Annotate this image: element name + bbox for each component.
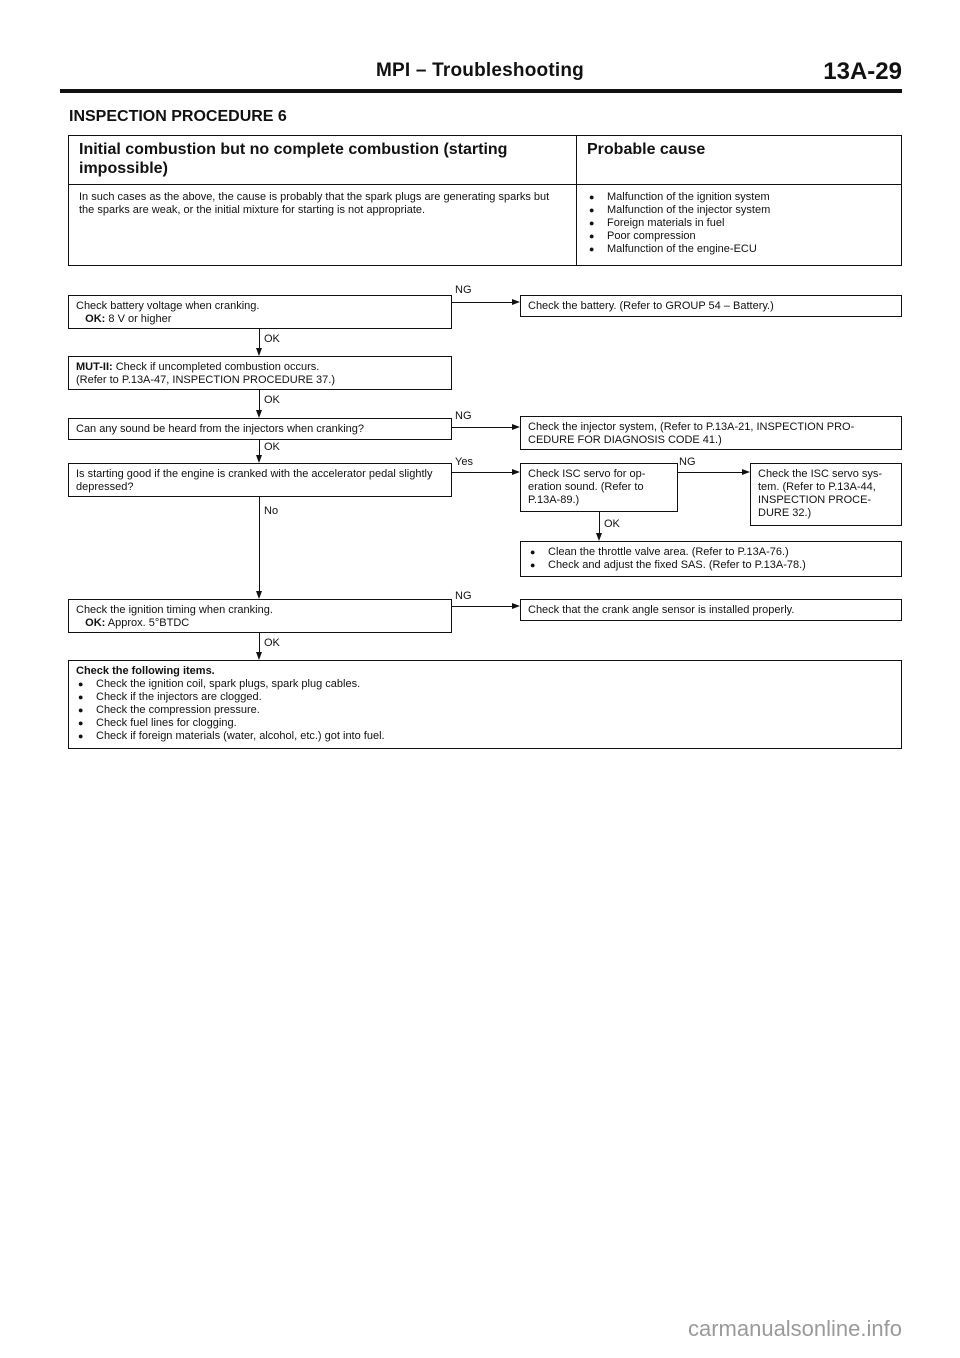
arrow-right-icon (512, 603, 520, 609)
ng-label: NG (679, 456, 696, 468)
final-check-list (76, 678, 894, 743)
arrow-down-icon (256, 410, 262, 418)
step5-box (68, 599, 452, 633)
list-item: ● Check and adjust the fixed SAS. (Refer to P.13A-78.) (528, 559, 894, 572)
arrow-down-icon (256, 652, 262, 660)
connector-line (452, 472, 512, 473)
step2-reference: (Refer to P.13A-47, INSPECTION PROCEDURE 37.) (76, 374, 335, 386)
connector-line (259, 329, 260, 348)
step5-ng-box (520, 599, 902, 621)
step1-criterion (76, 313, 444, 326)
connector-line (452, 606, 512, 607)
step4-yes-ng-box (750, 463, 902, 526)
step5-criterion (76, 617, 444, 630)
mut-key: MUT-II: (76, 361, 113, 373)
arrow-down-icon (256, 591, 262, 599)
connector-line (259, 633, 260, 652)
step1-ng-box (520, 295, 902, 317)
step4-text: Is starting good if the engine is cranked with the accelerator pedal slightly depressed? (76, 468, 433, 493)
ng-label: NG (455, 284, 472, 296)
ng-label: NG (455, 410, 472, 422)
probable-cause-heading: Probable cause (577, 136, 902, 185)
connector-line (452, 302, 512, 303)
adjustment-list (528, 546, 894, 572)
step3-ng-box (520, 416, 902, 450)
step2-box (68, 356, 452, 390)
ok-label: OK (264, 394, 280, 406)
list-item: ● Check the ignition coil, spark plugs, spark plug cables. (76, 678, 894, 691)
step1-box (68, 295, 452, 329)
symptom-description: In such cases as the above, the cause is probably that the spark plugs are generating sparks but the sparks are weak, or the initial mixture for starting is not appropriate. (69, 185, 577, 266)
step2-text (76, 361, 444, 374)
list-item: ● Foreign materials in fuel (587, 217, 891, 230)
ok-key: OK: (85, 313, 106, 325)
ok-label: OK (264, 441, 280, 453)
final-check-box (68, 660, 902, 749)
ok-label: OK (604, 518, 620, 530)
arrow-down-icon (256, 455, 262, 463)
connector-line (452, 427, 512, 428)
watermark: carmanualsonline.info (687, 1316, 902, 1341)
symptom-heading: Initial combustion but no complete combustion (starting impossible) (69, 136, 577, 185)
list-item: ● Poor compression (587, 230, 891, 243)
no-label: No (264, 505, 279, 517)
list-item: ● Malfunction of the injector system (587, 204, 891, 217)
arrow-right-icon (512, 469, 520, 475)
ok-value: Approx. 5°BTDC (107, 617, 190, 629)
connector-line (599, 512, 600, 533)
list-item: ● Malfunction of the ignition system (587, 191, 891, 204)
list-item: ● Malfunction of the engine-ECU (587, 243, 891, 256)
ok-label: OK (264, 333, 280, 345)
arrow-down-icon (596, 533, 602, 541)
ok-key: OK: (85, 617, 106, 629)
connector-line (259, 497, 260, 591)
arrow-right-icon (512, 299, 520, 305)
arrow-right-icon (512, 424, 520, 430)
step1-text: Check battery voltage when cranking. (76, 300, 260, 312)
ok-value: 8 V or higher (108, 313, 172, 325)
step4-yes-text: Check ISC servo for op-eration sound. (Refer to P.13A-89.) (528, 468, 646, 506)
step1-ng-text: Check the battery. (Refer to GROUP 54 – Battery.) (528, 300, 774, 312)
cause-table-body-row (69, 185, 902, 266)
list-item: ● Check if the injectors are clogged. (76, 691, 894, 704)
probable-cause-cell (577, 185, 902, 266)
cause-table (68, 135, 902, 266)
step2-text-rest: Check if uncompleted combustion occurs. (115, 361, 320, 373)
cause-table-header-row (69, 136, 902, 185)
list-item: ● Check fuel lines for clogging. (76, 717, 894, 730)
connector-line (259, 390, 260, 410)
list-item: ● Check if foreign materials (water, alcohol, etc.) got into fuel. (76, 730, 894, 743)
step4-box (68, 463, 452, 497)
step3-box (68, 418, 452, 440)
step5-ng-text: Check that the crank angle sensor is installed properly. (528, 604, 795, 616)
page-code: 13A-29 (823, 58, 902, 85)
procedure-title: INSPECTION PROCEDURE 6 (69, 108, 287, 125)
arrow-down-icon (256, 348, 262, 356)
arrow-right-icon (742, 469, 750, 475)
step3-text: Can any sound be heard from the injectors when cranking? (76, 423, 365, 435)
probable-cause-list (587, 191, 891, 256)
step4-yes-ok-box (520, 541, 902, 577)
step4-yes-ng-text: Check the ISC servo sys-tem. (Refer to P.13A-44, INSPECTION PROCE-DURE 32.) (758, 468, 883, 519)
step3-ng-text: Check the injector system, (Refer to P.13A-21, INSPECTION PRO-CEDURE FOR DIAGNOSIS CODE 41.) (528, 421, 855, 446)
final-check-heading: Check the following items. (76, 665, 215, 677)
list-item: ● Check the compression pressure. (76, 704, 894, 717)
header-rule (60, 89, 902, 93)
connector-line (259, 440, 260, 455)
yes-label: Yes (455, 456, 473, 468)
step5-text: Check the ignition timing when cranking. (76, 604, 273, 616)
connector-line (678, 472, 742, 473)
list-item: ● Clean the throttle valve area. (Refer to P.13A-76.) (528, 546, 894, 559)
ok-label: OK (264, 637, 280, 649)
ng-label: NG (455, 590, 472, 602)
step4-yes-box (520, 463, 678, 512)
page-title: MPI – Troubleshooting (376, 60, 584, 81)
